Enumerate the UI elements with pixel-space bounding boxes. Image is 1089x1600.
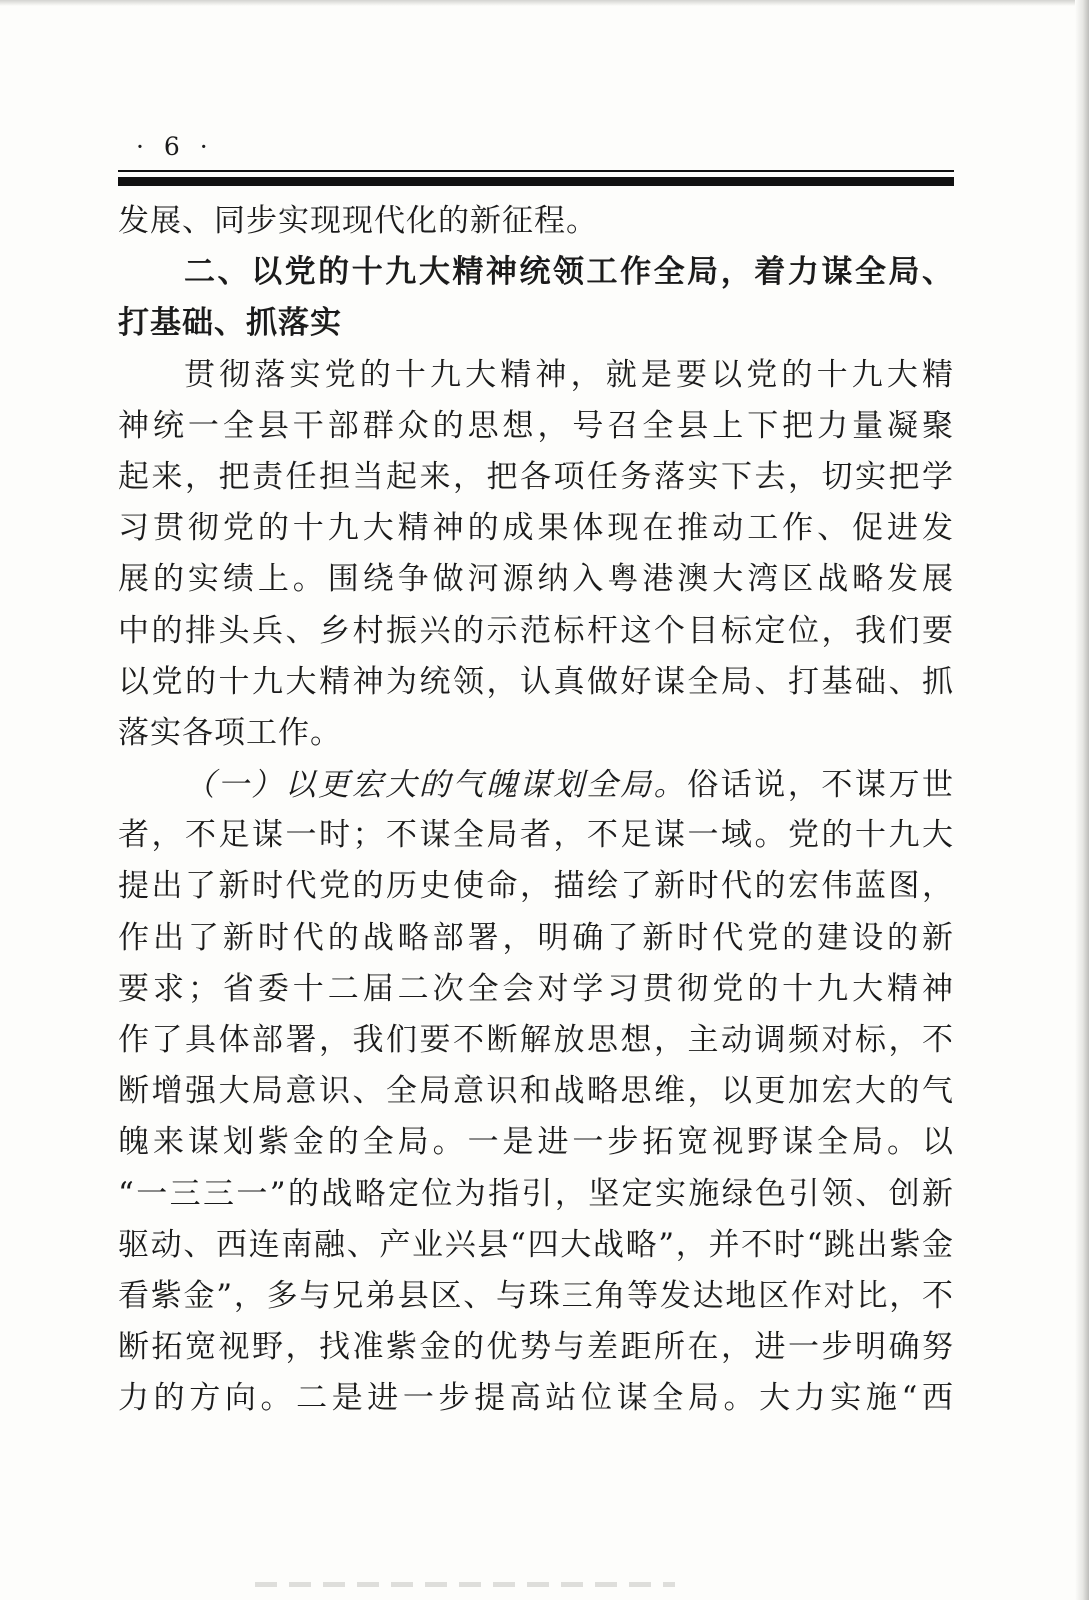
text-line: 魄来谋划紫金的全局。一是进一步拓宽视野谋全局。以: [118, 1124, 954, 1161]
text-line: 以党的十九大精神为统领，认真做好谋全局、打基础、抓: [118, 663, 954, 700]
text-line: 发展、同步实现现代化的新征程。: [118, 203, 598, 239]
text-run: 俗话说，不谋万世: [687, 767, 955, 804]
section-heading-line: 打基础、抓落实: [118, 305, 342, 342]
text-line: 作出了新时代的战略部署，明确了新时代党的建设的新: [118, 919, 954, 956]
text-line: 要求；省委十二届二次全会对学习贯彻党的十九大精神: [118, 970, 954, 1007]
scan-edge-right: [1075, 0, 1089, 1600]
scan-bottom-mark: [255, 1582, 675, 1587]
text-line: 看紫金”，多与兄弟县区、与珠三角等发达地区作对比，不: [118, 1277, 954, 1314]
body-text: [118, 196, 954, 1425]
subsection-heading: （一）以更宏大的气魄谋划全局。: [184, 767, 688, 803]
text-line: 中的排头兵、乡村振兴的示范标杆这个目标定位，我们要: [118, 612, 954, 649]
text-line: 展的实绩上。围绕争做河源纳入粤港澳大湾区战略发展: [118, 561, 954, 598]
page-number: · 6 ·: [136, 132, 214, 161]
text-line: 贯彻落实党的十九大精神，就是要以党的十九大精: [184, 356, 954, 393]
text-line: 落实各项工作。: [118, 714, 342, 751]
subsection-line: [118, 759, 954, 810]
text-line: “一三三一”的战略定位为指引，坚定实施绿色引领、创新: [118, 1175, 954, 1212]
page-header: [118, 128, 954, 190]
scan-edge-top: [0, 0, 1089, 6]
text-line: 断拓宽视野，找准紫金的优势与差距所在，进一步明确努: [118, 1329, 954, 1366]
header-rule-thick: [118, 177, 954, 186]
text-line: 起来，把责任担当起来，把各项任务落实下去，切实把学: [118, 458, 954, 495]
section-heading-line: 二、以党的十九大精神统领工作全局，着力谋全局、: [184, 254, 954, 291]
text-line: 神统一全县干部群众的思想，号召全县上下把力量凝聚: [118, 407, 954, 444]
text-line: 者，不足谋一时；不谋全局者，不足谋一域。党的十九大: [118, 817, 954, 854]
text-line: 驱动、西连南融、产业兴县“四大战略”，并不时“跳出紫金: [118, 1226, 954, 1263]
text-line: 力的方向。二是进一步提高站位谋全局。大力实施“西: [118, 1380, 954, 1417]
text-line: 习贯彻党的十九大精神的成果体现在推动工作、促进发: [118, 510, 954, 547]
header-rule-thin: [118, 170, 954, 172]
text-line: 提出了新时代党的历史使命，描绘了新时代的宏伟蓝图，: [118, 868, 954, 905]
text-line: 作了具体部署，我们要不断解放思想，主动调频对标，不: [118, 1022, 954, 1058]
text-line: 断增强大局意识、全局意识和战略思维，以更加宏大的气: [118, 1073, 954, 1110]
